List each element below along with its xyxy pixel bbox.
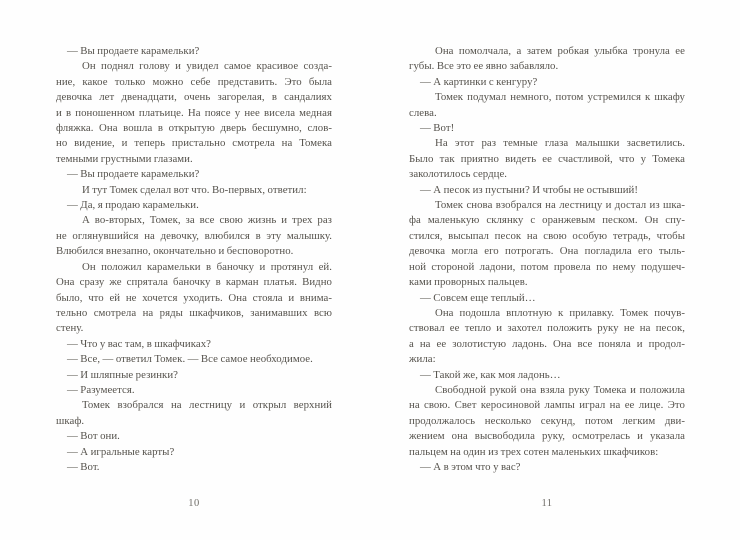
text-line: — Все, — ответил Томек. — Все самое необходимое. — [67, 353, 313, 366]
text-line: — Что у вас там, в шкафчиках? — [67, 337, 212, 350]
page-right-text — [409, 44, 685, 475]
text-line: Было так приятно видеть ее счастливой, что у Томека — [409, 152, 685, 165]
text-line: губы. Все это ее явно забавляло. — [409, 60, 559, 73]
text-line: и в поношенном платьице. На поясе у нее висела медная — [56, 106, 332, 119]
text-line: ной стороной ладони, потом провела по нему подушеч- — [409, 260, 685, 273]
text-line: не оглянувшийся на девочку, влюбился в эту малышку. — [56, 229, 332, 242]
text-line: Она сразу же спрятала баночку в карман платья. Видно — [56, 276, 332, 289]
text-line: — Такой же, как моя ладонь… — [420, 368, 561, 381]
text-line: жением она высвободила руку, осмотрелась и указала — [409, 430, 685, 443]
text-line: — Совсем еще теплый… — [420, 291, 536, 304]
text-line: девочка лет двенадцати, очень загорелая, в сандалиях — [56, 91, 332, 104]
text-line: — И шляпные резинки? — [67, 368, 179, 381]
text-line: — А игральные карты? — [67, 445, 175, 458]
text-line: Влюбился внезапно, окончательно и бесповоротно. — [56, 245, 294, 258]
page-number-left: 10 — [188, 498, 200, 509]
text-line: фляжка. Она вошла в открытую дверь бесшумно, слов- — [56, 122, 332, 135]
text-line: а на ее золотистую ладонь. Она все поняла и продол- — [409, 337, 685, 350]
text-line: — А картинки с кенгуру? — [420, 75, 538, 88]
text-line: девочка могла его потрогать. Она погладила его тыль- — [409, 245, 685, 258]
text-line: — Вот! — [420, 122, 455, 135]
text-line: А во-вторых, Томек, за все свою жизнь и трех раз — [82, 214, 332, 227]
text-line: ками проворных пальцев. — [409, 276, 528, 289]
text-line: — Вы продаете карамельки? — [67, 45, 200, 57]
text-line: — Вы продаете карамельки? — [67, 168, 200, 181]
text-line: Томек взобрался на лестницу и открыл верхний — [82, 399, 332, 412]
text-line: тельно смотрела на ряды шкафчиков, занимавших всю — [56, 306, 332, 319]
text-line: Она подошла вплотную к прилавку. Томек почув- — [435, 306, 685, 319]
text-line: — А песок из пустыни? И чтобы не остывший! — [420, 183, 639, 196]
text-line: на свою. Свет керосиновой лампы играл на ее лице. Это — [409, 399, 685, 412]
text-line: — Да, я продаю карамельки. — [67, 199, 199, 212]
text-line: Томек снова взобрался на лестницу и достал из шка- — [435, 199, 685, 212]
text-line: слева. — [409, 106, 437, 119]
text-line: — Разумеется. — [67, 383, 135, 396]
page-number-right: 11 — [541, 498, 553, 509]
text-line: Он положил карамельки в баночку и протянул ей. — [82, 260, 332, 273]
text-line: жила: — [409, 353, 436, 366]
page-left-text — [56, 44, 332, 475]
text-line: ствовал ее тепло и захотел положить руку не на песок, — [409, 322, 685, 335]
text-line: И тут Томек сделал вот что. Во-первых, ответил: — [82, 183, 307, 196]
text-line: но видение, и теперь пристально смотрела на Томека — [56, 137, 332, 150]
text-line: На этот раз темные глаза малышки засветились. — [435, 137, 685, 150]
text-line: фа маленькую склянку с оранжевым песком. Он спу- — [409, 214, 685, 227]
text-line: шкаф. — [56, 414, 85, 427]
text-line: было, что ей не хочется уходить. Она стояла и внима- — [56, 291, 332, 304]
text-line: Он поднял голову и увидел самое красивое созда- — [82, 60, 332, 73]
text-line: продолжалось несколько секунд, потом легким дви- — [409, 414, 685, 427]
text-line: стену. — [56, 322, 84, 335]
text-line: — Вот они. — [67, 430, 120, 443]
text-line: — А в этом что у вас? — [420, 460, 521, 473]
text-line: Она помолчала, а затем робкая улыбка тронула ее — [435, 45, 685, 57]
text-line: пальцем на один из трех сотен маленьких шкафчиков: — [409, 445, 659, 458]
text-line: ние, какое только можно себе представить. Это была — [56, 75, 332, 88]
text-line: Свободной рукой она взяла руку Томека и положила — [435, 383, 685, 396]
text-line: темными грустными глазами. — [56, 152, 193, 165]
text-line: стился, высыпал песок на свою особую тетрадь, чтобы — [409, 229, 685, 242]
text-line: — Вот. — [67, 460, 100, 473]
text-line: Томек подумал немного, потом устремился к шкафу — [435, 91, 685, 104]
text-line: заколотилось сердце. — [409, 168, 508, 181]
